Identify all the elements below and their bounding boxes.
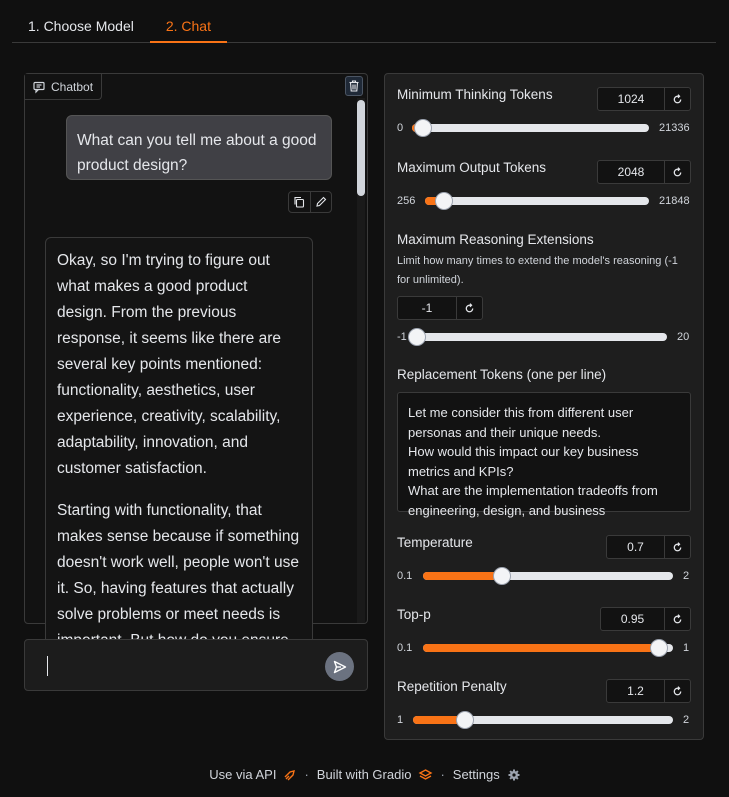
tab-chat[interactable]: 2. Chat — [150, 12, 227, 43]
max-reasoning-number — [397, 296, 483, 320]
repetition-penalty-input[interactable] — [607, 680, 664, 702]
tab-choose-model[interactable]: 1. Choose Model — [28, 18, 134, 34]
pencil-icon — [315, 196, 327, 208]
edit-button[interactable] — [310, 192, 332, 212]
rocket-icon — [284, 769, 296, 781]
footer — [0, 767, 729, 782]
reset-icon — [672, 94, 683, 105]
copy-icon — [293, 196, 305, 208]
max-output-reset-button[interactable] — [664, 161, 690, 183]
repetition-penalty-min: 1 — [397, 714, 404, 726]
reset-icon — [464, 303, 475, 314]
replacement-tokens-label: Replacement Tokens (one per line) — [397, 367, 607, 382]
slider-fill — [423, 572, 502, 580]
max-reasoning-max: 20 — [677, 331, 690, 343]
max-output-input[interactable] — [598, 161, 664, 183]
temperature-input[interactable] — [607, 536, 664, 558]
temperature-label: Temperature — [397, 535, 473, 550]
message-actions — [288, 191, 332, 213]
top-p-input[interactable] — [601, 608, 664, 630]
min-thinking-label: Minimum Thinking Tokens — [397, 87, 553, 102]
repetition-penalty-slider[interactable] — [413, 716, 673, 724]
repetition-penalty-max: 2 — [683, 714, 690, 726]
chatbot-label — [25, 74, 102, 100]
send-icon — [333, 660, 347, 674]
slider-thumb[interactable] — [493, 567, 511, 585]
max-reasoning-slider[interactable] — [417, 333, 667, 341]
chat-input-box — [24, 639, 368, 691]
repetition-penalty-number — [606, 679, 691, 703]
footer-separator: · — [440, 767, 445, 782]
min-thinking-slider[interactable] — [412, 124, 649, 132]
temperature-min: 0.1 — [397, 570, 413, 582]
chatbot-label-text: Chatbot — [51, 79, 94, 94]
temperature-number — [606, 535, 691, 559]
chat-scroll-thumb[interactable] — [357, 100, 365, 196]
footer-separator: · — [304, 767, 309, 782]
built-with-gradio-link[interactable]: Built with Gradio — [316, 767, 412, 782]
reset-icon — [672, 542, 683, 553]
max-reasoning-info: Limit how many times to extend the model's reasoning (-1 for unlimited). — [397, 255, 678, 286]
user-message: What can you tell me about a good product design? — [66, 115, 332, 180]
min-thinking-min: 0 — [397, 122, 404, 134]
min-thinking-reset-button[interactable] — [664, 88, 690, 110]
top-p-max: 1 — [683, 642, 690, 654]
max-reasoning-label: Maximum Reasoning Extensions — [397, 232, 594, 247]
temperature-slider[interactable] — [423, 572, 673, 580]
use-via-api-link[interactable]: Use via API — [209, 767, 277, 782]
repetition-penalty-label: Repetition Penalty — [397, 679, 507, 694]
slider-thumb[interactable] — [414, 119, 432, 137]
chatbot-panel — [24, 73, 368, 624]
send-button[interactable] — [325, 652, 354, 681]
top-p-reset-button[interactable] — [664, 608, 690, 630]
copy-button[interactable] — [289, 192, 310, 212]
bot-paragraph: Okay, so I'm trying to figure out what makes a good product design. From the previous response, it seems like there are several key points mentioned: functionality, aesthetics, user experience, creativity, scalability, adaptability, innovation, and customer satisfaction. — [57, 252, 281, 477]
max-output-label: Maximum Output Tokens — [397, 160, 547, 175]
settings-link[interactable]: Settings — [452, 767, 500, 782]
slider-thumb[interactable] — [456, 711, 474, 729]
reset-icon — [672, 614, 683, 625]
max-output-number — [597, 160, 691, 184]
bot-message — [45, 237, 313, 657]
slider-thumb[interactable] — [650, 639, 668, 657]
chat-input[interactable] — [45, 652, 325, 680]
min-thinking-input[interactable] — [598, 88, 664, 110]
max-reasoning-min: -1 — [397, 331, 407, 343]
clear-chat-button[interactable] — [345, 76, 363, 96]
slider-thumb[interactable] — [408, 328, 426, 346]
repetition-penalty-reset-button[interactable] — [664, 680, 690, 702]
bot-paragraph: Starting with functionality, that makes sense because if something doesn't work well, people won't use it. So, having features that actually solve problems or meet needs is — [57, 502, 300, 623]
max-output-min: 256 — [397, 195, 416, 207]
reset-icon — [672, 686, 683, 697]
replacement-tokens-textarea[interactable]: Let me consider this from different user personas and their unique needs. How would this impact our key business metrics and KPIs? What are the implementation tradeoffs from engineering, design, and business — [397, 392, 691, 512]
tab-bar — [12, 12, 716, 43]
slider-thumb[interactable] — [435, 192, 453, 210]
max-output-max: 21848 — [659, 195, 690, 207]
top-p-label: Top-p — [397, 607, 431, 622]
slider-fill — [423, 644, 659, 652]
max-reasoning-input[interactable] — [398, 297, 456, 319]
top-p-slider[interactable] — [423, 644, 673, 652]
chat-bubble-icon — [33, 81, 45, 93]
text-caret — [47, 656, 48, 676]
max-output-slider[interactable] — [425, 197, 649, 205]
max-reasoning-reset-button[interactable] — [456, 297, 482, 319]
min-thinking-number — [597, 87, 691, 111]
temperature-reset-button[interactable] — [664, 536, 690, 558]
top-p-min: 0.1 — [397, 642, 413, 654]
reset-icon — [672, 167, 683, 178]
settings-panel — [384, 73, 704, 740]
min-thinking-max: 21336 — [659, 122, 690, 134]
gear-icon — [508, 769, 520, 781]
gradio-logo-icon — [419, 769, 432, 781]
top-p-number — [600, 607, 691, 631]
trash-icon — [349, 80, 359, 92]
temperature-max: 2 — [683, 570, 690, 582]
